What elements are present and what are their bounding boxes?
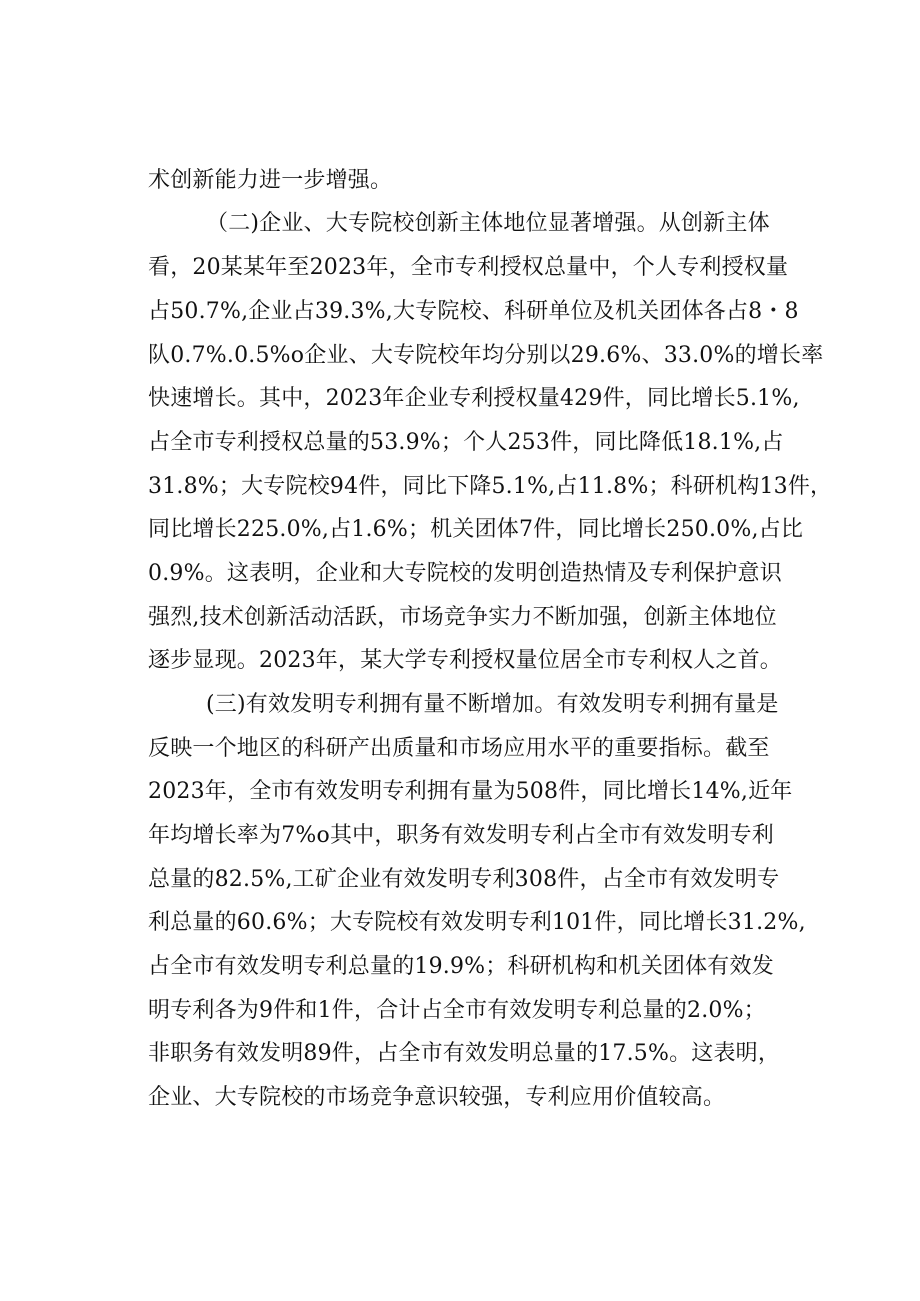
text-line: 队0.7%.0.5%o企业、大专院校年均分别以29.6%、33.0%的增长率 bbox=[148, 343, 824, 368]
text-line: 0.9%。这表明，企业和大专院校的发明创造热情及专利保护意识 bbox=[148, 561, 782, 586]
text-line: 快速增长。其中，2023年企业专利授权量429件，同比增长5.1%, bbox=[148, 386, 800, 411]
text-line: 31.8%；大专院校94件，同比下降5.1%,占11.8%；科研机构13件， bbox=[148, 474, 833, 499]
text-line: 逐步显现。2023年，某大学专利授权量位居全市专利权人之首。 bbox=[148, 648, 782, 673]
text-line: 占全市专利授权总量的53.9%；个人253件，同比降低18.1%,占 bbox=[148, 430, 784, 455]
text-line: （二)企业、大专院校创新主体地位显著增强。从创新主体 bbox=[206, 211, 770, 236]
text-line: 术创新能力进一步增强。 bbox=[148, 168, 393, 193]
text-line: 总量的82.5%,工矿企业有效发明专利308件，占全市有效发明专 bbox=[148, 867, 780, 892]
text-line: (三)有效发明专利拥有量不断增加。有效发明专利拥有量是 bbox=[206, 692, 779, 717]
text-line: 利总量的60.6%；大专院校有效发明专利101件，同比增长31.2%, bbox=[148, 910, 806, 935]
text-line: 占全市有效发明专利总量的19.9%；科研机构和机关团体有效发 bbox=[148, 954, 774, 979]
text-line: 年均增长率为7%o其中，职务有效发明专利占全市有效发明专利 bbox=[148, 823, 774, 848]
text-line: 占50.7%,企业占39.3%,大专院校、科研单位及机关团体各占8・8 bbox=[148, 299, 799, 324]
text-line: 强烈,技术创新活动活跃，市场竞争实力不断加强，创新主体地位 bbox=[148, 605, 777, 630]
text-line: 明专利各为9件和1件，合计占全市有效发明专利总量的2.0%； bbox=[148, 998, 766, 1023]
text-line: 非职务有效发明89件，占全市有效发明总量的17.5%。这表明， bbox=[148, 1041, 781, 1066]
text-line: 看，20某某年至2023年，全市专利授权总量中，个人专利授权量 bbox=[148, 255, 789, 280]
text-line: 2023年，全市有效发明专利拥有量为508件，同比增长14%,近年 bbox=[148, 779, 793, 804]
text-line: 企业、大专院校的市场竞争意识较强，专利应用价值较高。 bbox=[148, 1085, 726, 1110]
text-line: 反映一个地区的科研产出质量和市场应用水平的重要指标。截至 bbox=[148, 736, 770, 761]
text-line: 同比增长225.0%,占1.6%；机关团体7件，同比增长250.0%,占比 bbox=[148, 517, 804, 542]
